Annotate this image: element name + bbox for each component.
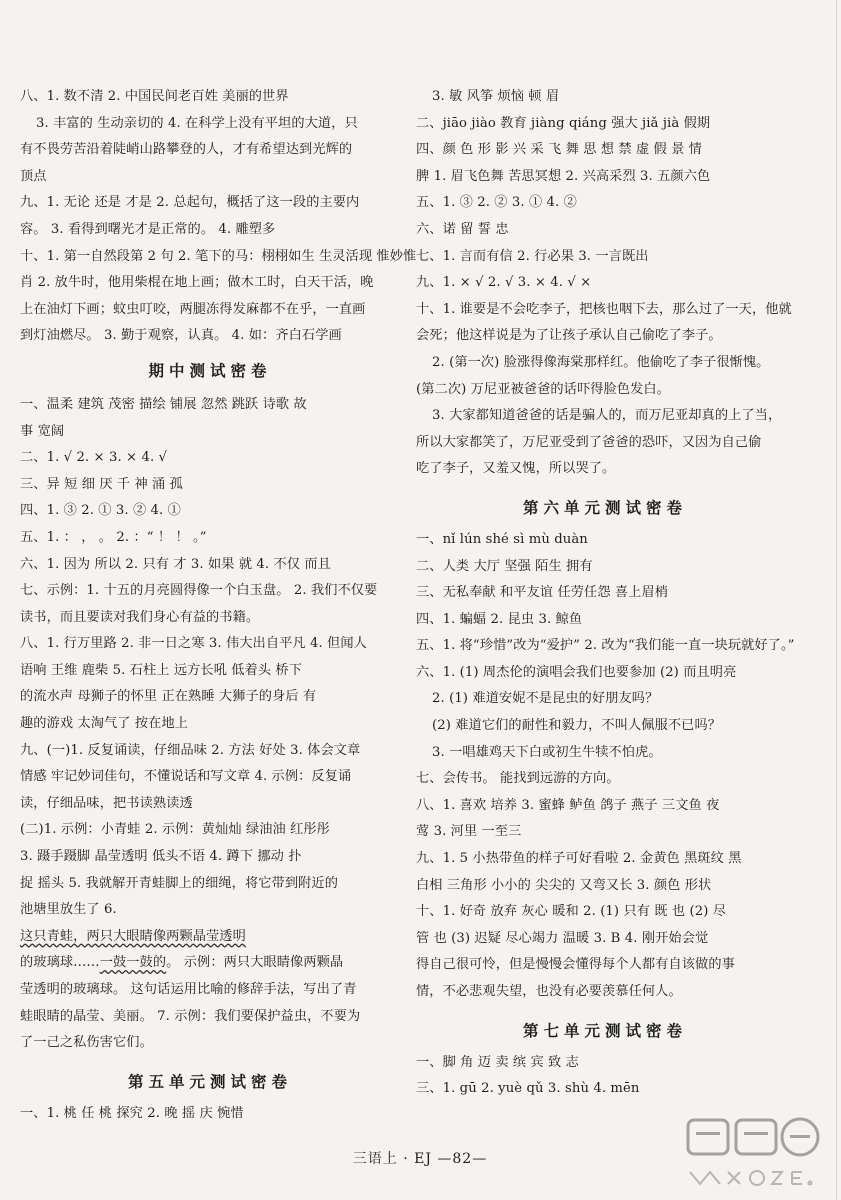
answer-line: 趣的游戏 太淘气了 按在地上 [20, 716, 189, 732]
answer-line: 捉 摇头 5. 我就解开青蛙脚上的细绳，将它带到附近的 [20, 875, 338, 891]
glass-suffix: 。 示例：两只大眼睛像两颗晶 [166, 955, 344, 971]
answer-line: 2. (1) 难道安妮不是昆虫的好朋友吗？ [432, 691, 659, 707]
answer-line: 二、1. √ 2. × 3. × 4. √ [20, 450, 168, 466]
answer-line: 二、人类 大厅 坚强 陌生 拥有 [416, 558, 593, 574]
answer-line: 七、1. 言而有信 2. 行必果 3. 一言既出 [416, 248, 649, 264]
answer-line: 六、诺 留 誓 忠 [416, 221, 509, 237]
answer-line: 九、1. 5 小热带鱼的样子可好看啦 2. 金黄色 黑斑纹 黑 [416, 851, 742, 867]
right-intro-block [416, 84, 794, 483]
answer-line: 八、1. 数不清 2. 中国民间老百姓 美丽的世界 [20, 89, 289, 104]
answer-line: 肖 2. 放牛时，他用柴棍在地上画；做木工时，白天干活，晚 [20, 275, 374, 291]
answer-line: (第二次) 万尼亚被爸爸的话吓得脸色发白。 [416, 381, 670, 397]
answer-line: 五、1. 将“珍惜”改为“爱护” 2. 改为“我们能一直一块玩就好了。” [416, 638, 795, 654]
answer-line: 有不畏劳苦沿着陡峭山路攀登的人，才有希望达到光辉的 [20, 142, 353, 158]
answer-line: 会死；他这样说是为了让孩子承认自己偷吃了李子。 [416, 328, 722, 344]
answer-line: 二、jiāo jiào 教育 jiàng qiáng 强大 jiǎ jià 假期 [416, 115, 711, 131]
answer-line: 一、脚 角 迈 卖 缤 宾 致 志 [416, 1054, 579, 1070]
answer-line: 十、1. 谁要是不会吃李子，把核也咽下去，那么过了一天，他就 [416, 301, 792, 317]
answer-line: 2. (第一次) 脸涨得像海棠那样红。他偷吃了李子很惭愧。 [432, 354, 770, 370]
answer-line: 四、1. 蝙蝠 2. 昆虫 3. 鲸鱼 [416, 611, 583, 627]
left-intro-block [20, 84, 417, 350]
watermark-logo [680, 1112, 830, 1192]
wavy-underlined-text: 这只青蛙，两只大眼睛像两颗晶莹透明 [20, 928, 246, 944]
answer-line: 情，不必悲观失望，也没有必要羡慕任何人。 [416, 984, 682, 999]
section-title-midterm: 期中测试密卷 [148, 361, 272, 380]
answer-line: (二)1. 示例：小青蛙 2. 示例：黄灿灿 绿油油 红彤彤 [20, 822, 330, 838]
answer-line: 八、1. 行万里路 2. 非一日之寒 3. 伟大出自平凡 4. 但闻人 [20, 636, 367, 652]
answer-line: 的流水声 母狮子的怀里 正在熟睡 大狮子的身后 有 [20, 689, 317, 705]
answer-line: 得自己很可怜，但是慢慢会懂得每个人都有自该做的事 [416, 957, 735, 973]
answer-line: 3. 大家都知道爸爸的话是骗人的，而万尼亚却真的上了当， [432, 408, 782, 424]
answer-line: 五、1. ③ 2. ② 3. ① 4. ② [416, 195, 577, 211]
unit-five-block [20, 1101, 400, 1128]
answer-line: 六、1. (1) 周杰伦的演唱会我们也要参加 (2) 而且明亮 [416, 664, 737, 680]
left-column [20, 84, 417, 1127]
answer-line: 所以大家都笑了，万尼亚受到了爸爸的恐吓，又因为自己偷 [416, 434, 762, 450]
answer-line: 十、1. 好奇 放弃 灰心 暖和 2. (1) 只有 既 也 (2) 尽 [416, 904, 727, 920]
answer-line: 吃了李子，又羞又愧，所以哭了。 [416, 461, 616, 477]
answer-line: 一、温柔 建筑 茂密 描绘 铺展 忽然 跳跃 诗歌 故 [20, 396, 307, 412]
unit-six-block [416, 527, 794, 1006]
answer-line: 池塘里放生了 6. [20, 902, 117, 918]
answer-line: 莺 3. 河里 一至三 [416, 824, 522, 840]
answer-line: 七、会传书。 能找到远游的方向。 [416, 771, 620, 787]
answer-line: 语响 王维 鹿柴 5. 石柱上 远方长吼 低着头 桥下 [20, 662, 302, 678]
answer-line: 情感 牢记妙词佳句，不懂说话和写文章 4. 示例：反复诵 [20, 769, 352, 785]
answer-line: 读书，而且要读对我们身心有益的书籍。 [20, 609, 260, 625]
answer-line: 顶点 [20, 168, 47, 184]
wavy-underlined-text-b: 一鼓一鼓的 [99, 955, 167, 971]
answer-line: 四、1. ③ 2. ① 3. ② 4. ① [20, 503, 181, 519]
page-edge-divider [836, 0, 837, 1200]
answer-line: 白相 三角形 小小的 尖尖的 又弯又长 3. 颜色 形状 [416, 877, 712, 893]
answer-line: (2) 难道它们的耐性和毅力，不叫人佩服不已吗？ [432, 718, 722, 734]
answer-line: 读，仔细品味，把书读熟读透 [20, 795, 193, 811]
midterm-block [20, 392, 400, 924]
answer-line: 上在油灯下画；蚊虫叮咬，两腿冻得发麻都不在乎，一直画 [20, 301, 366, 317]
answer-line: 3. 敏 风筝 烦恼 顿 眉 [432, 89, 560, 104]
answer-line: 六、1. 因为 所以 2. 只有 才 3. 如果 就 4. 不仅 而且 [20, 556, 331, 572]
answer-line: 一、nǐ lún shé sì mù duàn [416, 531, 588, 547]
answer-line: 容。 3. 看得到曙光才是正常的。 4. 雕塑多 [20, 221, 276, 237]
answer-line: 九、1. 无论 还是 才是 2. 总起句，概括了这一段的主要内 [20, 195, 360, 211]
answer-line: 3. 蹑手蹑脚 晶莹透明 低头不语 4. 蹲下 挪动 扑 [20, 849, 302, 865]
answer-line: 五、1. ： ， 。 2. ：“ ！ ！ 。” [20, 529, 207, 545]
glass-prefix: 的玻璃球…… [20, 955, 100, 971]
answer-line: 四、颜 色 形 影 兴 采 飞 舞 思 想 禁 虚 假 景 情 [416, 142, 702, 158]
answer-line: 三、无私奉献 和平友谊 任劳任怨 喜上眉梢 [416, 585, 669, 601]
section-title-unit-seven: 第七单元测试密卷 [522, 1021, 687, 1040]
answer-line: 3. 一唱雄鸡天下白或初生牛犊不怕虎。 [432, 744, 662, 760]
answer-line-wavy [20, 924, 400, 951]
answer-line: 了一己之私伤害它们。 [20, 1035, 153, 1051]
answer-line: 到灯油燃尽。 3. 勤于观察，认真。 4. 如：齐白石学画 [20, 328, 342, 344]
answer-line: 九、1. × √ 2. √ 3. × 4. √ × [416, 275, 592, 291]
answer-line: 三、异 短 细 厌 千 神 涌 孤 [20, 476, 183, 492]
answer-line: 七、示例：1. 十五的月亮圆得像一个白玉盘。 2. 我们不仅要 [20, 583, 378, 599]
right-column [416, 84, 794, 1103]
answer-line: 三、1. gū 2. yuè qǔ 3. shù 4. mēn [416, 1081, 640, 1097]
answer-line: 莹透明的玻璃球。 这句话运用比喻的修辞手法，写出了青 [20, 982, 357, 997]
answer-line: 管 也 (3) 迟疑 尽心竭力 温暖 3. B 4. 刚开始会觉 [416, 930, 709, 946]
section-title-unit-six: 第六单元测试密卷 [522, 498, 687, 517]
answer-line: 蛙眼睛的晶莹、美丽。 7. 示例：我们要保护益虫，不要为 [20, 1008, 361, 1024]
answer-line: 3. 丰富的 生动亲切的 4. 在科学上没有平坦的大道，只 [36, 115, 358, 131]
answer-line: 十、1. 第一自然段第 2 句 2. 笔下的马：栩栩如生 生灵活现 惟妙惟 [20, 248, 417, 264]
page-footer: 三语上 · EJ —82— [352, 1151, 488, 1167]
answer-line: 脾 1. 眉飞色舞 苦思冥想 2. 兴高采烈 3. 五颜六色 [416, 168, 711, 184]
unit-seven-block [416, 1050, 794, 1103]
answer-line: 事 宽阔 [20, 423, 65, 439]
answer-line: 九、(一)1. 反复诵读，仔细品味 2. 方法 好处 3. 体会文章 [20, 742, 361, 758]
answer-line: 一、1. 桃 任 桃 探究 2. 晚 摇 庆 惋惜 [20, 1105, 244, 1121]
answer-line: 八、1. 喜欢 培养 3. 蜜蜂 鲈鱼 鸽子 燕子 三文鱼 夜 [416, 797, 720, 813]
midterm-tail-block [20, 977, 400, 1057]
answer-line-glass [20, 950, 400, 977]
section-title-unit-five: 第五单元测试密卷 [127, 1072, 292, 1091]
